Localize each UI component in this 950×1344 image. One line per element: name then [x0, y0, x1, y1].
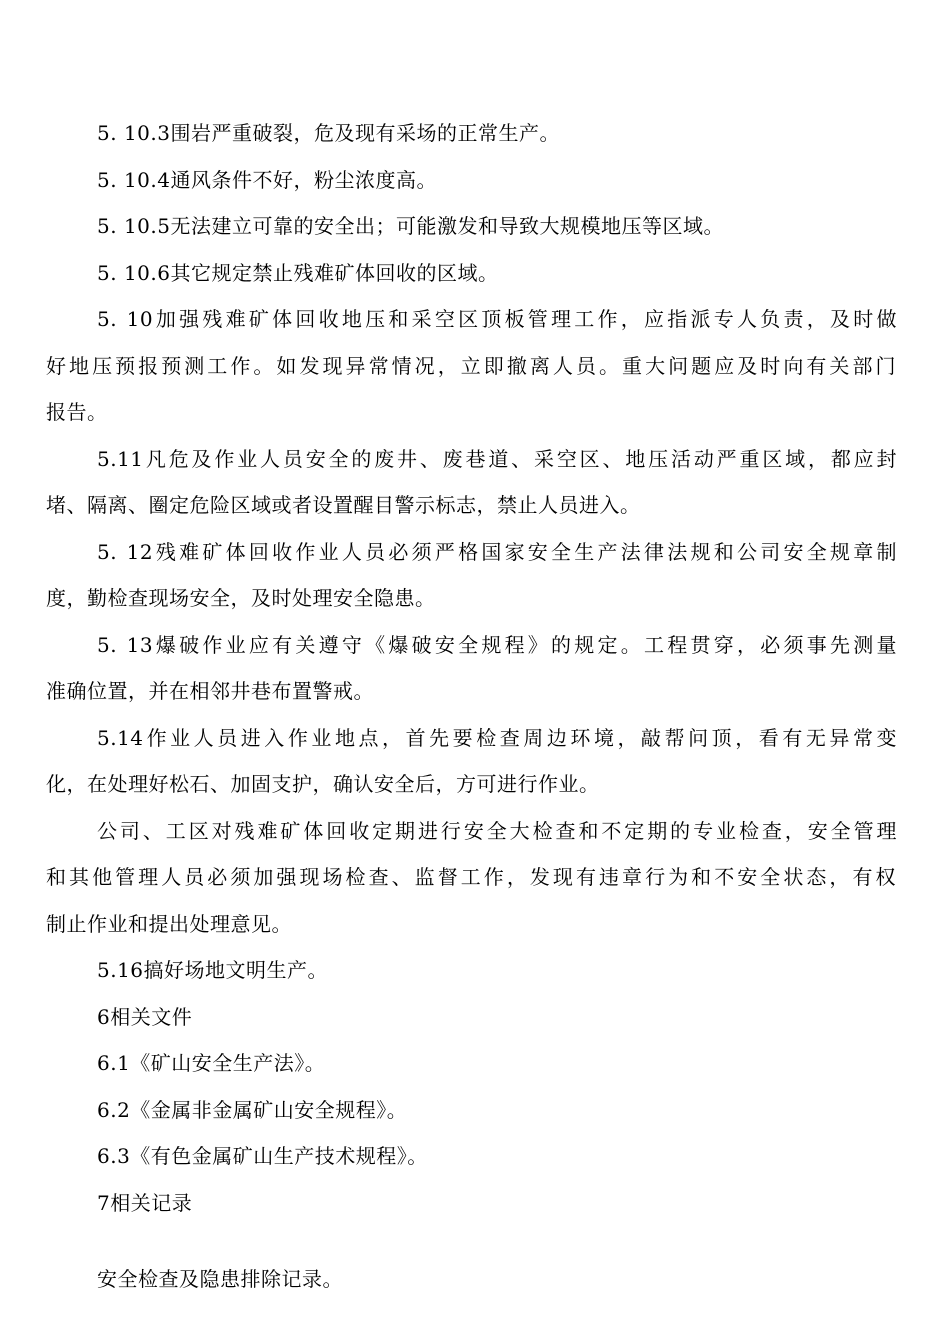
clause-5-10-5: 5. 10.5无法建立可靠的安全出；可能激发和导致大规模地压等区域。 — [97, 214, 724, 238]
record-item: 安全检查及隐患排除记录。 — [97, 1267, 343, 1291]
clause-5-11-line-1: 5.11凡危及作业人员安全的废井、废巷道、采空区、地压活动严重区域，都应封 — [97, 447, 897, 471]
clause-5-10-3: 5. 10.3围岩严重破裂，危及现有采场的正常生产。 — [97, 121, 560, 145]
clause-5-10-line-3: 报告。 — [46, 400, 108, 424]
clause-5-13-line-2: 准确位置，并在相邻井巷布置警戒。 — [46, 679, 374, 703]
clause-5-10-6: 5. 10.6其它规定禁止残难矿体回收的区域。 — [97, 261, 499, 285]
inspection-paragraph-line-3: 制止作业和提出处理意见。 — [46, 912, 292, 936]
clause-5-10-line-2: 好地压预报预测工作。如发现异常情况，立即撤离人员。重大问题应及时向有关部门 — [46, 354, 896, 378]
inspection-paragraph-line-2: 和其他管理人员必须加强现场检查、监督工作，发现有违章行为和不安全状态，有权 — [46, 865, 896, 889]
clause-5-12-line-2: 度，勤检查现场安全，及时处理安全隐患。 — [46, 586, 436, 610]
clause-5-11-line-2: 堵、隔离、圈定危险区域或者设置醒目警示标志，禁止人员进入。 — [46, 493, 641, 517]
clause-5-14-line-1: 5.14作业人员进入作业地点，首先要检查周边环境，敲帮问顶，看有无异常变 — [97, 726, 897, 750]
clause-5-14-line-2: 化，在处理好松石、加固支护，确认安全后，方可进行作业。 — [46, 772, 600, 796]
section-7-heading: 7相关记录 — [97, 1191, 193, 1215]
inspection-paragraph-line-1: 公司、工区对残难矿体回收定期进行安全大检查和不定期的专业检查，安全管理 — [97, 819, 897, 843]
clause-5-12-line-1: 5. 12残难矿体回收作业人员必须严格国家安全生产法律法规和公司安全规章制 — [97, 540, 897, 564]
section-6-heading: 6相关文件 — [97, 1005, 193, 1029]
clause-5-13-line-1: 5. 13爆破作业应有关遵守《爆破安全规程》的规定。工程贯穿，必须事先测量 — [97, 633, 897, 657]
clause-5-16: 5.16搞好场地文明生产。 — [97, 958, 329, 982]
reference-6-2: 6.2《金属非金属矿山安全规程》。 — [97, 1098, 408, 1122]
clause-5-10-line-1: 5. 10加强残难矿体回收地压和采空区顶板管理工作，应指派专人负责，及时做 — [97, 307, 897, 331]
reference-6-1: 6.1《矿山安全生产法》。 — [97, 1051, 326, 1075]
clause-5-10-4: 5. 10.4通风条件不好，粉尘浓度高。 — [97, 168, 437, 192]
reference-6-3: 6.3《有色金属矿山生产技术规程》。 — [97, 1144, 428, 1168]
